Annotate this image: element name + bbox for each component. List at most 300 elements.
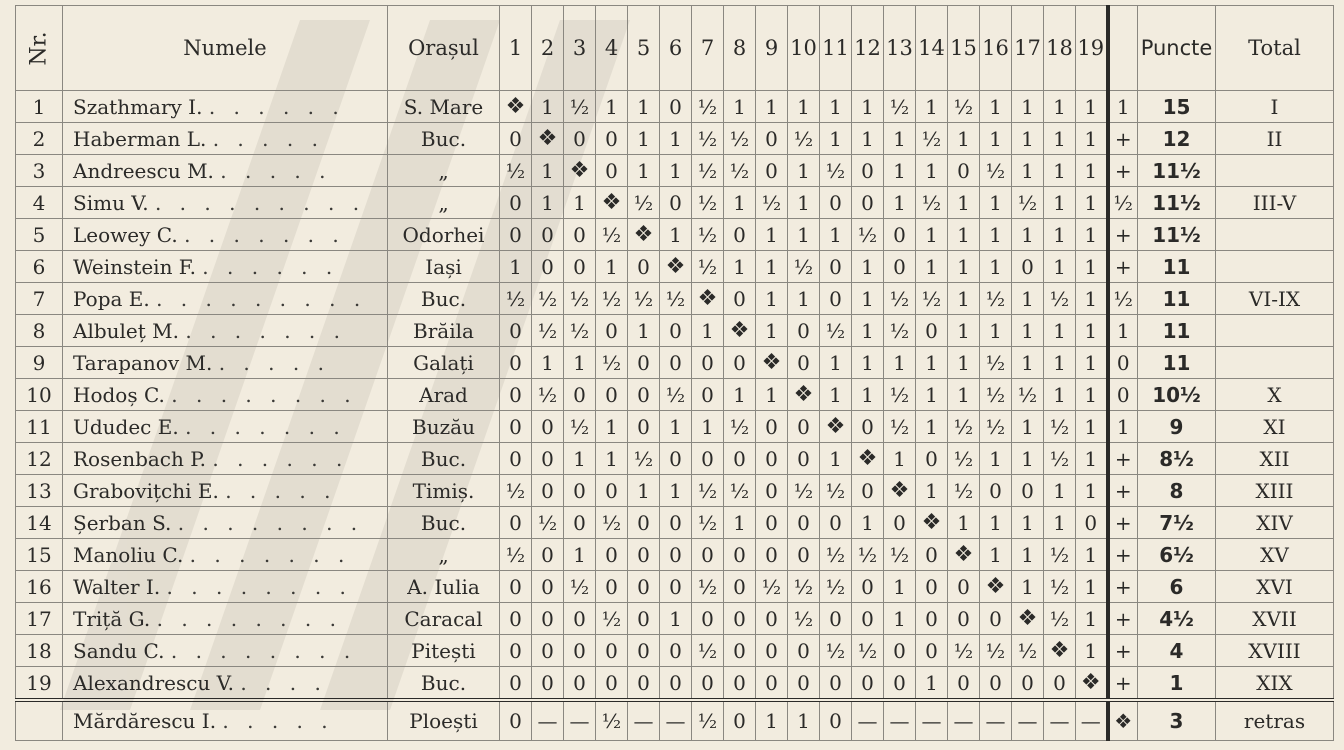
- game-result: 1: [724, 91, 756, 123]
- game-result: 0: [788, 635, 820, 667]
- game-result: 0: [628, 507, 660, 539]
- player-number: 3: [16, 155, 63, 187]
- player-rank: XI: [1216, 411, 1334, 443]
- game-result: ½: [660, 283, 692, 315]
- game-result: 0: [788, 443, 820, 475]
- game-result: 1: [852, 91, 884, 123]
- player-points: 7½: [1138, 507, 1216, 539]
- game-result: 1: [1044, 315, 1076, 347]
- player-name-cell: [63, 539, 388, 571]
- game-result: —: [564, 700, 596, 741]
- table-row: [16, 667, 1334, 701]
- leader-dots: . . . . .: [212, 126, 324, 151]
- game-result: ½: [820, 635, 852, 667]
- game-result: 0: [628, 251, 660, 283]
- leader-dots: . . . . . . .: [185, 318, 347, 343]
- player-name: Triță G.: [73, 606, 151, 631]
- player-name-cell: [63, 700, 388, 741]
- header-round: 11: [820, 6, 852, 91]
- game-result: 0: [660, 443, 692, 475]
- leader-dots: . . . . . .: [208, 94, 345, 119]
- game-result: 0: [500, 571, 532, 603]
- extra-result: ❖: [1108, 700, 1138, 741]
- game-result: 1: [660, 155, 692, 187]
- game-result: ½: [980, 155, 1012, 187]
- player-name-cell: [63, 187, 388, 219]
- header-round: 12: [852, 6, 884, 91]
- player-points: 11: [1138, 283, 1216, 315]
- game-result: 0: [884, 635, 916, 667]
- game-result: 0: [916, 571, 948, 603]
- leader-dots: . . . . .: [225, 478, 337, 503]
- header-round: 19: [1076, 6, 1108, 91]
- header-round: 16: [980, 6, 1012, 91]
- game-result: 1: [1044, 475, 1076, 507]
- game-result: ½: [884, 379, 916, 411]
- game-result: 1: [756, 91, 788, 123]
- game-result: 1: [820, 347, 852, 379]
- game-result: ½: [692, 91, 724, 123]
- player-name-cell: [63, 475, 388, 507]
- game-result: 1: [852, 507, 884, 539]
- game-result: 1: [788, 219, 820, 251]
- game-result: ½: [948, 443, 980, 475]
- game-result: 0: [1044, 667, 1076, 701]
- game-result: 0: [596, 635, 628, 667]
- game-result: 1: [1076, 603, 1108, 635]
- player-rank: [1216, 315, 1334, 347]
- game-result: 0: [820, 283, 852, 315]
- game-result: ½: [564, 411, 596, 443]
- player-points: 8: [1138, 475, 1216, 507]
- game-result: 1: [1012, 539, 1044, 571]
- game-result: 1: [884, 443, 916, 475]
- game-result: 0: [852, 667, 884, 701]
- game-result: 0: [532, 443, 564, 475]
- game-result: ❖: [628, 219, 660, 251]
- game-result: ½: [884, 315, 916, 347]
- game-result: 1: [916, 379, 948, 411]
- game-result: 0: [788, 315, 820, 347]
- game-result: ½: [500, 155, 532, 187]
- player-points: 6½: [1138, 539, 1216, 571]
- game-result: 0: [500, 123, 532, 155]
- player-rank: retras: [1216, 700, 1334, 741]
- table-row: [16, 443, 1334, 475]
- game-result: 1: [1076, 443, 1108, 475]
- leader-dots: . . . . . . . .: [170, 638, 357, 663]
- game-result: 1: [916, 667, 948, 701]
- game-result: ❖: [916, 507, 948, 539]
- game-result: 0: [500, 379, 532, 411]
- game-result: 1: [628, 91, 660, 123]
- game-result: 0: [788, 667, 820, 701]
- game-result: ½: [1012, 187, 1044, 219]
- game-result: ❖: [980, 571, 1012, 603]
- header-round: 13: [884, 6, 916, 91]
- game-result: 0: [532, 667, 564, 701]
- game-result: 1: [820, 219, 852, 251]
- game-result: ½: [724, 411, 756, 443]
- game-result: 0: [660, 539, 692, 571]
- game-result: 0: [1012, 475, 1044, 507]
- header-round: 17: [1012, 6, 1044, 91]
- player-city: Galați: [388, 347, 500, 379]
- game-result: 1: [948, 315, 980, 347]
- game-result: 0: [724, 603, 756, 635]
- player-rank: III-V: [1216, 187, 1334, 219]
- game-result: 0: [660, 507, 692, 539]
- game-result: 0: [628, 411, 660, 443]
- game-result: 0: [564, 635, 596, 667]
- extra-result: +: [1108, 155, 1138, 187]
- game-result: 0: [660, 315, 692, 347]
- game-result: 0: [724, 219, 756, 251]
- game-result: —: [884, 700, 916, 741]
- game-result: ½: [692, 700, 724, 741]
- game-result: 0: [852, 475, 884, 507]
- player-rank: [1216, 219, 1334, 251]
- game-result: ½: [788, 603, 820, 635]
- game-result: 0: [884, 507, 916, 539]
- game-result: 1: [660, 411, 692, 443]
- game-result: 1: [1012, 443, 1044, 475]
- game-result: ½: [820, 315, 852, 347]
- leader-dots: . . . . . . . .: [156, 606, 342, 631]
- extra-result: 1: [1108, 315, 1138, 347]
- game-result: ½: [1044, 443, 1076, 475]
- game-result: 0: [500, 443, 532, 475]
- game-result: ½: [692, 251, 724, 283]
- game-result: 1: [1044, 379, 1076, 411]
- header-extra: [1108, 6, 1138, 91]
- extra-result: +: [1108, 571, 1138, 603]
- game-result: ½: [692, 635, 724, 667]
- game-result: 1: [1076, 539, 1108, 571]
- game-result: 0: [724, 667, 756, 701]
- game-result: 1: [756, 219, 788, 251]
- game-result: 1: [1012, 507, 1044, 539]
- game-result: 1: [628, 475, 660, 507]
- player-name: Alexandrescu V.: [73, 670, 234, 695]
- game-result: 0: [980, 667, 1012, 701]
- header-round: 2: [532, 6, 564, 91]
- game-result: 0: [820, 251, 852, 283]
- leader-dots: . . . . . .: [212, 446, 349, 471]
- game-result: 1: [916, 347, 948, 379]
- extra-result: +: [1108, 539, 1138, 571]
- game-result: ½: [820, 475, 852, 507]
- game-result: 0: [724, 539, 756, 571]
- game-result: 1: [596, 443, 628, 475]
- game-result: 1: [1076, 635, 1108, 667]
- table-row: [16, 187, 1334, 219]
- player-name: Șerban S.: [73, 510, 172, 535]
- table-row: [16, 379, 1334, 411]
- game-result: 0: [532, 539, 564, 571]
- game-result: 0: [756, 507, 788, 539]
- player-number: [16, 700, 63, 741]
- game-result: 0: [596, 315, 628, 347]
- leader-dots: . . . . . . .: [185, 414, 346, 439]
- game-result: 1: [1076, 187, 1108, 219]
- game-result: 0: [724, 347, 756, 379]
- player-rank: [1216, 251, 1334, 283]
- player-name: Mărdărescu I.: [73, 709, 217, 733]
- game-result: ½: [820, 571, 852, 603]
- game-result: ½: [820, 539, 852, 571]
- game-result: 1: [1044, 347, 1076, 379]
- game-result: ❖: [788, 379, 820, 411]
- game-result: 0: [532, 571, 564, 603]
- player-number: 7: [16, 283, 63, 315]
- table-row: [16, 155, 1334, 187]
- game-result: 0: [564, 379, 596, 411]
- game-result: ½: [564, 91, 596, 123]
- game-result: ½: [852, 635, 884, 667]
- extra-result: +: [1108, 667, 1138, 701]
- player-number: 17: [16, 603, 63, 635]
- player-number: 18: [16, 635, 63, 667]
- game-result: ½: [692, 155, 724, 187]
- header-round: 5: [628, 6, 660, 91]
- game-result: ❖: [884, 475, 916, 507]
- game-result: ½: [692, 219, 724, 251]
- game-result: ½: [884, 91, 916, 123]
- player-name-cell: [63, 91, 388, 123]
- game-result: 0: [820, 187, 852, 219]
- player-name: Grabovițchi E.: [73, 478, 219, 503]
- game-result: 0: [500, 219, 532, 251]
- game-result: ½: [980, 283, 1012, 315]
- player-rank: X: [1216, 379, 1334, 411]
- table-row: [16, 635, 1334, 667]
- game-result: ½: [500, 475, 532, 507]
- game-result: 0: [660, 667, 692, 701]
- player-city: „: [388, 539, 500, 571]
- game-result: 0: [692, 379, 724, 411]
- game-result: ½: [1012, 379, 1044, 411]
- game-result: ½: [628, 187, 660, 219]
- header-row: [16, 6, 1334, 91]
- table-row: [16, 571, 1334, 603]
- extra-result: +: [1108, 475, 1138, 507]
- game-result: 1: [1076, 315, 1108, 347]
- game-result: 1: [980, 443, 1012, 475]
- game-result: 1: [884, 155, 916, 187]
- extra-result: 1: [1108, 411, 1138, 443]
- header-round: 1: [500, 6, 532, 91]
- player-name: Sandu C.: [73, 638, 165, 663]
- game-result: 1: [532, 187, 564, 219]
- game-result: 0: [948, 571, 980, 603]
- game-result: ½: [564, 315, 596, 347]
- game-result: ❖: [852, 443, 884, 475]
- game-result: 0: [916, 539, 948, 571]
- player-name: Hodoș C.: [73, 382, 165, 407]
- player-rank: XIV: [1216, 507, 1334, 539]
- player-city: Buzău: [388, 411, 500, 443]
- player-name-cell: [63, 251, 388, 283]
- game-result: 0: [564, 251, 596, 283]
- game-result: 1: [1044, 507, 1076, 539]
- game-result: 1: [532, 347, 564, 379]
- table-row: [16, 251, 1334, 283]
- game-result: 1: [852, 379, 884, 411]
- game-result: ½: [692, 507, 724, 539]
- player-name-cell: [63, 411, 388, 443]
- player-number: 6: [16, 251, 63, 283]
- game-result: 0: [596, 475, 628, 507]
- header-city: Orașul: [388, 6, 500, 91]
- player-points: 9: [1138, 411, 1216, 443]
- game-result: 1: [788, 91, 820, 123]
- game-result: 0: [660, 91, 692, 123]
- game-result: ½: [948, 411, 980, 443]
- game-result: 1: [756, 315, 788, 347]
- withdrawn-row: [16, 700, 1334, 741]
- leader-dots: . . . . . . . .: [166, 574, 352, 599]
- game-result: 1: [916, 155, 948, 187]
- game-result: 1: [948, 507, 980, 539]
- game-result: 1: [660, 123, 692, 155]
- game-result: 0: [532, 635, 564, 667]
- game-result: 0: [980, 603, 1012, 635]
- player-city: Buc.: [388, 283, 500, 315]
- game-result: 0: [756, 475, 788, 507]
- game-result: ½: [948, 475, 980, 507]
- game-result: 1: [628, 315, 660, 347]
- player-points: 11½: [1138, 219, 1216, 251]
- game-result: 0: [852, 155, 884, 187]
- player-name: Haberman L.: [73, 126, 207, 151]
- game-result: ❖: [564, 155, 596, 187]
- game-result: 0: [628, 347, 660, 379]
- game-result: 0: [660, 347, 692, 379]
- game-result: 1: [884, 571, 916, 603]
- game-result: 1: [756, 251, 788, 283]
- game-result: 1: [884, 603, 916, 635]
- header-round: 4: [596, 6, 628, 91]
- game-result: ❖: [756, 347, 788, 379]
- header-points: Puncte: [1138, 6, 1216, 91]
- game-result: ½: [948, 91, 980, 123]
- game-result: 1: [980, 251, 1012, 283]
- game-result: 0: [500, 315, 532, 347]
- player-points: 11: [1138, 315, 1216, 347]
- game-result: 0: [948, 155, 980, 187]
- player-city: Ploești: [388, 700, 500, 741]
- game-result: 0: [852, 603, 884, 635]
- game-result: ½: [692, 571, 724, 603]
- player-rank: XVII: [1216, 603, 1334, 635]
- player-name: Rosenbach P.: [73, 446, 207, 471]
- crosstable-footer: [16, 700, 1334, 741]
- player-points: 4½: [1138, 603, 1216, 635]
- game-result: —: [532, 700, 564, 741]
- game-result: 1: [884, 187, 916, 219]
- game-result: ½: [532, 379, 564, 411]
- game-result: 0: [532, 603, 564, 635]
- game-result: 1: [532, 155, 564, 187]
- player-points: 10½: [1138, 379, 1216, 411]
- game-result: 1: [948, 283, 980, 315]
- leader-dots: . . . . . .: [202, 254, 339, 279]
- game-result: ½: [596, 219, 628, 251]
- extra-result: +: [1108, 219, 1138, 251]
- game-result: 1: [884, 347, 916, 379]
- game-result: ½: [628, 443, 660, 475]
- header-round: 7: [692, 6, 724, 91]
- header-round: 14: [916, 6, 948, 91]
- extra-result: +: [1108, 507, 1138, 539]
- player-city: Buc.: [388, 667, 500, 701]
- game-result: 0: [756, 155, 788, 187]
- extra-result: 1: [1108, 91, 1138, 123]
- game-result: 1: [724, 507, 756, 539]
- player-name-cell: [63, 571, 388, 603]
- game-result: 1: [820, 443, 852, 475]
- player-name: Andreescu M.: [73, 158, 214, 183]
- game-result: ½: [532, 315, 564, 347]
- game-result: 0: [564, 219, 596, 251]
- game-result: 0: [820, 667, 852, 701]
- game-result: ½: [884, 411, 916, 443]
- player-city: Iași: [388, 251, 500, 283]
- game-result: 1: [852, 251, 884, 283]
- game-result: ½: [724, 123, 756, 155]
- extra-result: +: [1108, 635, 1138, 667]
- table-row: [16, 123, 1334, 155]
- game-result: ❖: [1076, 667, 1108, 701]
- extra-result: +: [1108, 603, 1138, 635]
- game-result: 0: [1076, 507, 1108, 539]
- game-result: 1: [1012, 283, 1044, 315]
- player-name: Manoliu C.: [73, 542, 184, 567]
- player-number: 8: [16, 315, 63, 347]
- game-result: ❖: [500, 91, 532, 123]
- game-result: 1: [980, 315, 1012, 347]
- game-result: 0: [692, 667, 724, 701]
- game-result: 0: [500, 187, 532, 219]
- game-result: 0: [916, 635, 948, 667]
- game-result: 1: [948, 379, 980, 411]
- player-number: 5: [16, 219, 63, 251]
- header-round: 6: [660, 6, 692, 91]
- game-result: 0: [596, 379, 628, 411]
- player-name-cell: [63, 667, 388, 701]
- player-city: Buc.: [388, 507, 500, 539]
- player-city: „: [388, 155, 500, 187]
- player-rank: [1216, 347, 1334, 379]
- game-result: 0: [788, 411, 820, 443]
- table-row: [16, 539, 1334, 571]
- game-result: ❖: [660, 251, 692, 283]
- player-number: 4: [16, 187, 63, 219]
- player-name-cell: [63, 155, 388, 187]
- game-result: 0: [756, 667, 788, 701]
- game-result: 0: [660, 187, 692, 219]
- game-result: 0: [916, 315, 948, 347]
- game-result: 0: [660, 571, 692, 603]
- table-row: [16, 283, 1334, 315]
- table-row: [16, 347, 1334, 379]
- game-result: 1: [980, 123, 1012, 155]
- game-result: 1: [1044, 123, 1076, 155]
- game-result: ½: [532, 507, 564, 539]
- game-result: 1: [916, 251, 948, 283]
- game-result: 1: [948, 187, 980, 219]
